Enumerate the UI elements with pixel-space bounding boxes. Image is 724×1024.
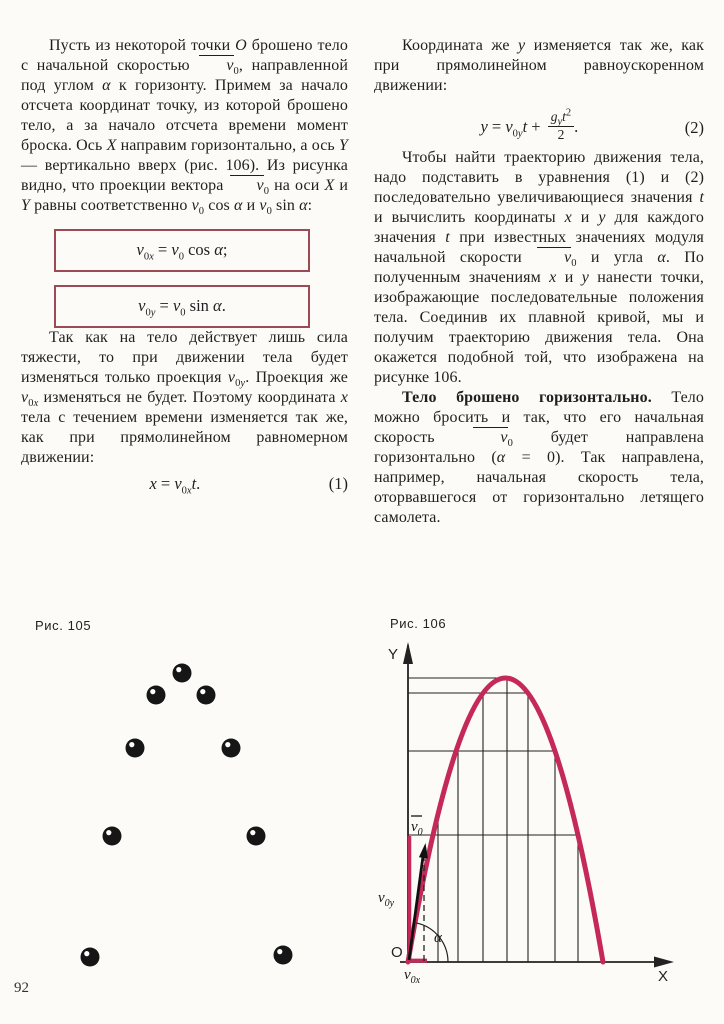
y-axis-label: Y — [388, 646, 399, 663]
paragraph-uniform-motion: Так как на тело действует лишь сила тяжести, то при движении тела будет изменяться только проекция $v_{0y}$. Проекция же $v_{0x}$ изменяться не будет. Поэтому координата x тела с течением времени изменяется так же, как при прямолинейном равномерном движении: — [21, 329, 348, 466]
v0-label: $v_0$ — [411, 819, 423, 838]
ball-highlight — [150, 689, 155, 694]
paragraph-trajectory: Чтобы найти траекторию движения тела, надо подставить в уравнения (1) и (2) последовательно увеличивающиеся значения t и вычислить координаты x и y для каждого значения t при известных значениях модуля начальной скорости $v_0$ и угла α. По полученным значениям x и y нанести точки, изображающие последовательные положения тела. Соединив их плавной кривой, мы и получим траекторию движения тела. Она окажется подобной той, что изображена на рисунке 106. — [374, 149, 704, 386]
equation-2-formula: $y = v_{0y}t$ + $\frac{g_yt^2}{2}$ . — [480, 107, 579, 142]
strobe-ball — [222, 739, 241, 758]
figure-105 — [10, 615, 350, 1015]
ball-highlight — [106, 830, 111, 835]
figure-105-image — [10, 615, 350, 1015]
figure-106 — [370, 612, 724, 1017]
paragraph-horizontal-throw: Тело брошено горизонтально. Тело можно бросить и так, что его начальная скорость $v_0$ будет направлена горизонтально (α = 0). Так направлена, например, начальная скорость тела, оторвавшегося от горизонтально летящего самолета. — [374, 389, 704, 526]
equation-1-formula: $x = v_{0x}t$. — [149, 474, 201, 497]
strobe-ball — [274, 946, 293, 965]
angle-arc — [416, 923, 448, 962]
equation-1-number: (1) — [328, 474, 348, 493]
strobe-ball — [81, 948, 100, 967]
ball-highlight — [176, 667, 181, 672]
left-column — [21, 36, 349, 497]
strobe-ball — [197, 686, 216, 705]
strobe-balls — [81, 664, 293, 967]
ball-highlight — [225, 742, 230, 747]
alpha-label: α — [434, 930, 442, 946]
fig106-grid — [408, 678, 578, 962]
ball-highlight — [250, 830, 255, 835]
equation-1 — [21, 474, 348, 497]
origin-label: O — [391, 944, 403, 961]
paragraph-intro: Пусть из некоторой точки O брошено тело с начальной скоростью $v_0$, направленной под углом α к горизонту. Примем за начало отсчета координат точку, из которой брошено тело, а за начало отсчета времени момент броска. Ось X направим горизонтально, а ось Y — вертикально вверх (рис. 106). Из рисунка видно, что проекции вектора $v_0$ на оси X и Y равны соответственно $v_0$ cos α и $v_0$ sin α: — [21, 37, 349, 218]
x-axis-arrow-icon — [654, 957, 674, 968]
ball-highlight — [277, 949, 282, 954]
figure-106-image — [370, 612, 724, 1017]
trajectory-curve — [408, 678, 603, 962]
ball-highlight — [200, 689, 205, 694]
right-column — [374, 36, 704, 528]
velocity-vector-arrow-icon — [419, 843, 428, 859]
equation-2-number: (2) — [684, 118, 704, 137]
formula-box-v0y: $v_{0y} = v_0$ sin α. — [54, 285, 310, 328]
page-number: 92 — [14, 980, 29, 996]
strobe-ball — [173, 664, 192, 683]
x-axis-label: X — [658, 968, 669, 985]
strobe-ball — [147, 686, 166, 705]
equation-2 — [374, 108, 704, 148]
v0y-label: $v_{0y}$ — [378, 890, 395, 909]
strobe-ball — [126, 739, 145, 758]
v0x-label: $v_{0x}$ — [404, 967, 421, 986]
figure-105-caption: Рис. 105 — [35, 618, 92, 633]
strobe-ball — [103, 827, 122, 846]
ball-highlight — [129, 742, 134, 747]
y-axis-arrow-icon — [403, 642, 413, 664]
paragraph-y-coordinate: Координата же y изменяется так же, как при прямолинейном равноускоренном движении: — [374, 37, 704, 94]
ball-highlight — [84, 951, 89, 956]
strobe-ball — [247, 827, 266, 846]
formula-box-v0x: $v_{0x} = v_0$ cos α; — [54, 229, 310, 272]
figure-106-caption: Рис. 106 — [390, 616, 447, 631]
